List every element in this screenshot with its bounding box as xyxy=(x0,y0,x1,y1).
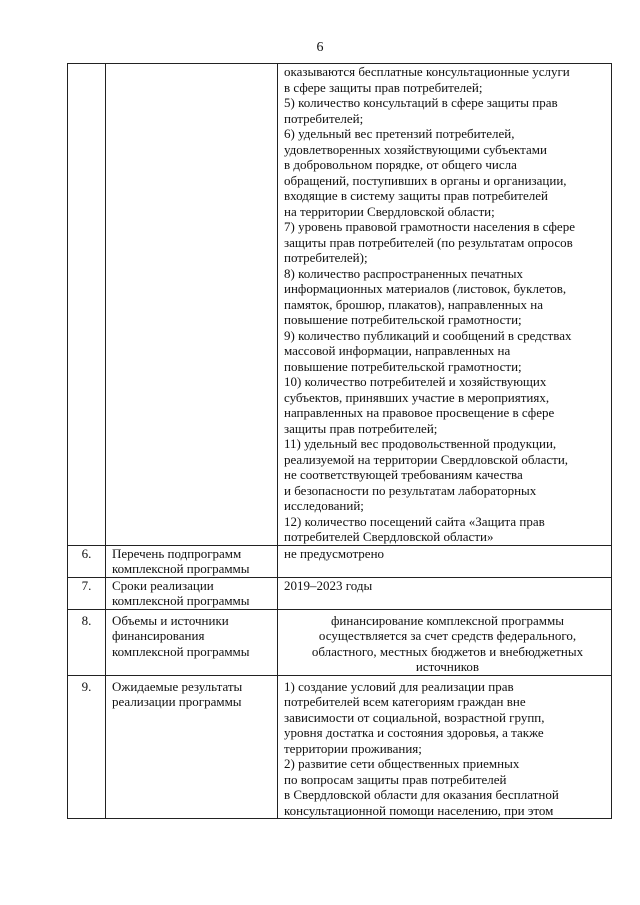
row-text-cell xyxy=(278,64,612,546)
cell-text-line: направленных на правовое просвещение в сфере xyxy=(284,405,555,420)
cell-text-line: 10) количество потребителей и хозяйствующих xyxy=(284,374,547,389)
cell-text-line: памяток, брошюр, плакатов), направленных на xyxy=(284,296,543,312)
cell-text-line: оказываются бесплатные консультационные услуги xyxy=(284,64,570,79)
cell-text-line: входящие в систему защиты прав потребителей xyxy=(284,188,548,203)
cell-text-line: 11) удельный вес продовольственной продукции, xyxy=(284,436,557,451)
cell-text-line: повышение потребительской грамотности; xyxy=(284,358,522,374)
row-name-cell xyxy=(106,577,278,609)
cell-text-line: не предусмотрено xyxy=(284,545,385,561)
row-text-cell xyxy=(278,609,612,675)
cell-text-line: консультационной помощи населению, при этом xyxy=(284,802,554,818)
row-number-cell: 7. xyxy=(68,577,106,609)
cell-text-line: информационных материалов (листовок, буклетов, xyxy=(284,281,567,296)
table-row-8 xyxy=(68,609,612,675)
cell-text-line: уровня достатка и состояния здоровья, а также xyxy=(284,725,544,740)
cell-text-line: защиты прав потребителей (по результатам опросов xyxy=(284,234,573,250)
cell-text-line: 2) развитие сети общественных приемных xyxy=(284,756,520,771)
row-number-cell: 9. xyxy=(68,675,106,819)
cell-text-line: и безопасности по результатам лабораторных xyxy=(284,482,537,498)
cell-text-line: источников xyxy=(415,659,480,674)
cell-text-line: защиты прав потребителей; xyxy=(284,420,438,436)
cell-text-line: не соответствующей требованиям качества xyxy=(284,467,523,482)
row-text-cell xyxy=(278,545,612,577)
cell-text-line: 6) удельный вес претензий потребителей, xyxy=(284,126,515,141)
cell-text-line: 9) количество публикаций и сообщений в средствах xyxy=(284,327,572,343)
row-name-cell xyxy=(106,64,278,546)
passport-table xyxy=(67,63,612,819)
table-row-9 xyxy=(68,675,612,819)
cell-text-line: потребителей); xyxy=(284,250,368,265)
row-name-cell xyxy=(106,675,278,819)
row-number-cell: 8. xyxy=(68,609,106,675)
cell-text-line: по вопросам защиты прав потребителей xyxy=(284,771,507,787)
cell-text-line: 8) количество распространенных печатных xyxy=(284,265,523,281)
cell-text-line: в сфере защиты прав потребителей; xyxy=(284,79,483,95)
cell-text-line: 5) количество консультаций в сфере защиты прав xyxy=(284,95,558,110)
cell-text-line: территории проживания; xyxy=(284,740,422,756)
row-name-cell xyxy=(106,609,278,675)
cell-text-line: исследований; xyxy=(284,498,364,513)
cell-text-line: в добровольном порядке, от общего числа xyxy=(284,157,517,172)
cell-text-line: осуществляется за счет средств федерального, xyxy=(318,628,577,643)
cell-text-line: на территории Свердловской области; xyxy=(284,203,495,219)
cell-text-line: Ожидаемые результаты xyxy=(112,678,243,694)
cell-text-line: потребителей; xyxy=(284,110,364,126)
cell-text-line: 7) уровень правовой грамотности населения в сфере xyxy=(284,219,575,234)
cell-text-line: финансирование комплексной программы xyxy=(331,612,564,628)
cell-text-line: областного, местных бюджетов и внебюджетных xyxy=(311,643,584,659)
cell-text-line: 1) создание условий для реализации прав xyxy=(284,678,514,694)
cell-text-line: Объемы и источники xyxy=(112,612,229,628)
cell-text-line: зависимости от социальной, возрастной групп, xyxy=(284,709,545,725)
cell-text-line: 12) количество посещений сайта «Защита прав xyxy=(284,513,545,529)
cell-text-line: Перечень подпрограмм xyxy=(112,545,242,561)
cell-text-line: потребителей всем категориям граждан вне xyxy=(284,694,526,709)
cell-text-line: комплексной программы xyxy=(112,643,250,659)
cell-text-line: Сроки реализации xyxy=(112,577,214,593)
row-text-cell xyxy=(278,577,612,609)
row-text-cell xyxy=(278,675,612,819)
cell-text-line: потребителей Свердловской области» xyxy=(284,529,494,544)
cell-text-line: реализуемой на территории Свердловской области, xyxy=(284,451,569,467)
cell-text-line: финансирования xyxy=(112,628,205,643)
cell-text-line: 2019–2023 годы xyxy=(284,577,373,593)
cell-text-line: обращений, поступивших в органы и организации, xyxy=(284,172,567,188)
table-row-continuation xyxy=(68,64,612,546)
row-name-cell xyxy=(106,545,278,577)
cell-text-line: субъектов, принявших участие в мероприятиях, xyxy=(284,389,550,405)
row-number-cell: 6. xyxy=(68,545,106,577)
table-row-6 xyxy=(68,545,612,577)
table-row-7 xyxy=(68,577,612,609)
cell-text-line: массовой информации, направленных на xyxy=(284,343,511,358)
cell-text-line: реализации программы xyxy=(112,694,242,709)
cell-text-line: в Свердловской области для оказания бесплатной xyxy=(284,787,559,802)
page-number: 6 xyxy=(316,40,324,55)
cell-text-line: удовлетворенных хозяйствующими субъектами xyxy=(284,141,547,157)
cell-text-line: повышение потребительской грамотности; xyxy=(284,312,522,327)
cell-text-line: комплексной программы xyxy=(112,593,250,608)
cell-text-line: комплексной программы xyxy=(112,561,250,576)
row-number-cell xyxy=(68,64,106,546)
